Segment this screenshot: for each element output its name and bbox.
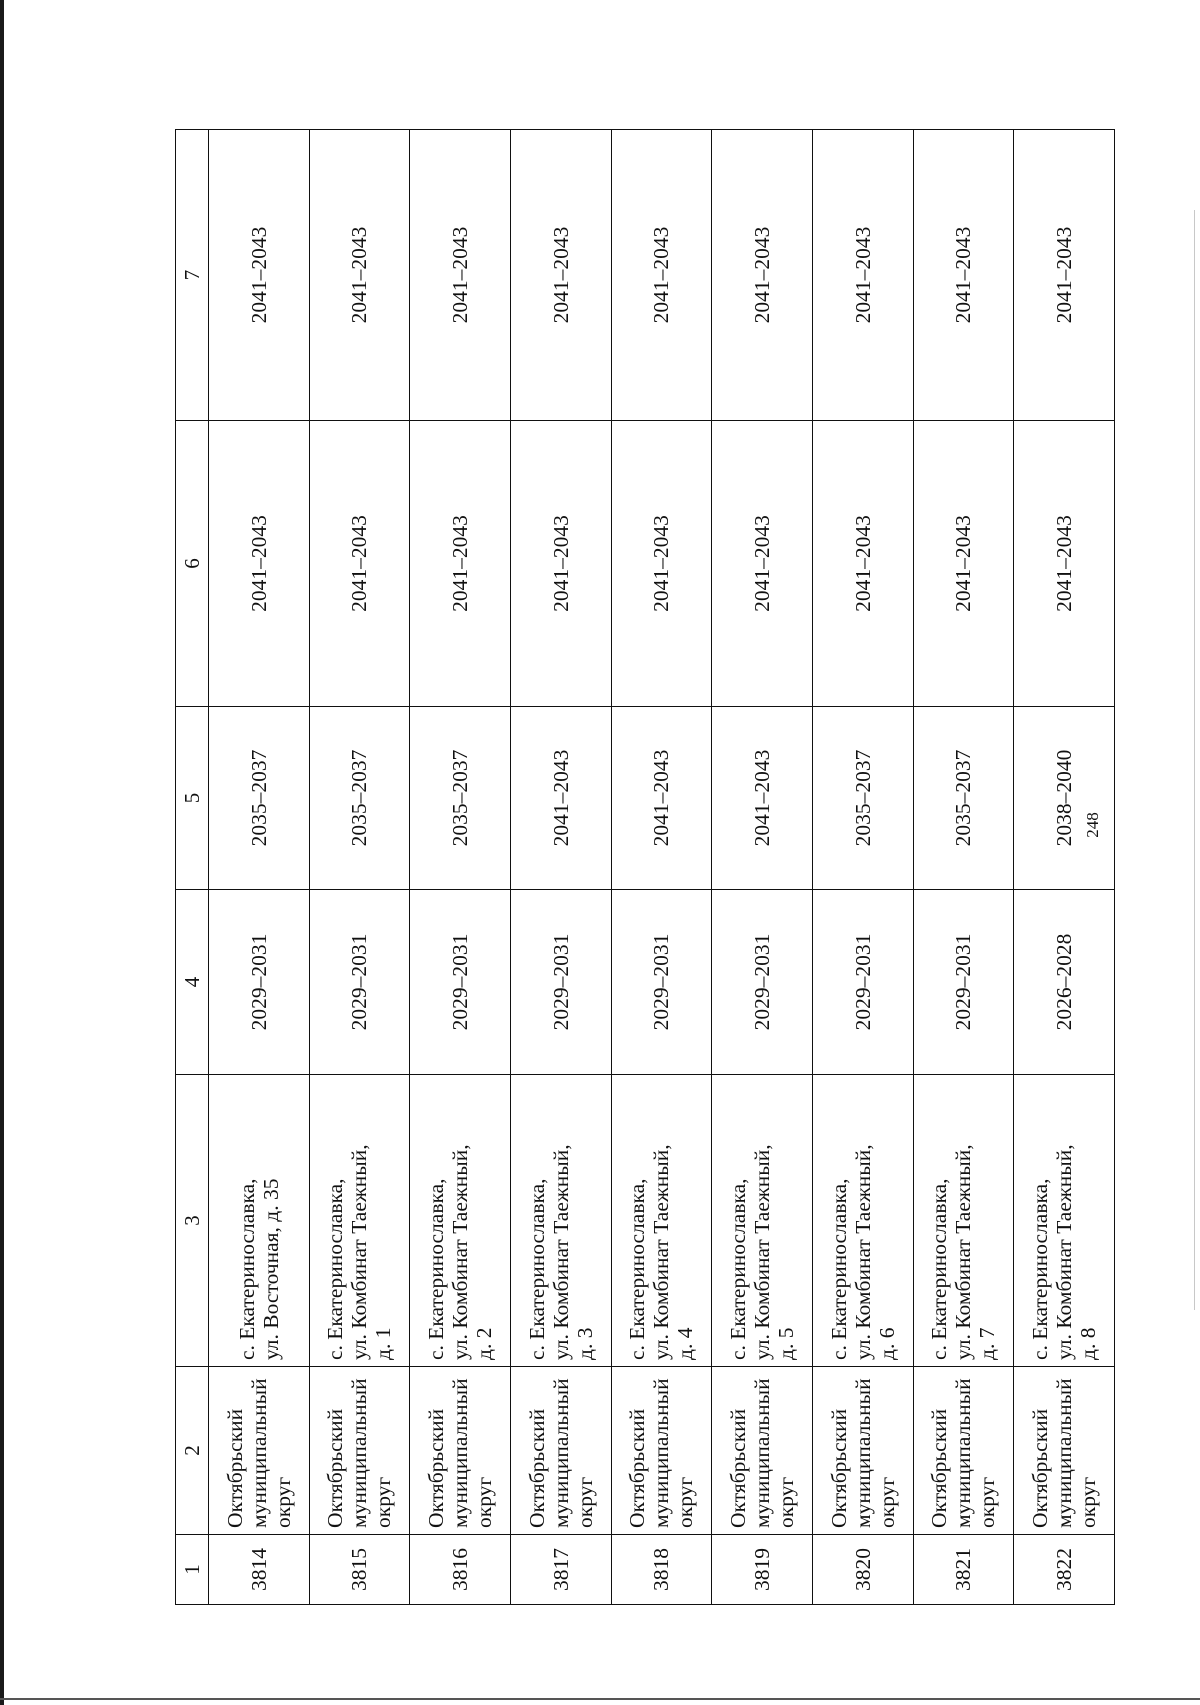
district-cell: [510, 1367, 611, 1535]
rotated-page-content: [175, 130, 1115, 1605]
address-line: с. Екатеринославка,: [927, 1178, 952, 1360]
district-line: муниципальный: [448, 1378, 473, 1528]
district-line: округ: [371, 1476, 396, 1528]
period-cell-c4: 2029–2031: [209, 890, 310, 1075]
address-line: д. 1: [371, 1327, 396, 1360]
address-line: с. Екатеринославка,: [1028, 1178, 1053, 1360]
table-row: [209, 130, 310, 1605]
period-cell-c5: 2038–2040: [1014, 707, 1115, 890]
column-number-row: [176, 130, 209, 1605]
period-cell-c5: 2035–2037: [913, 707, 1014, 890]
address-line: ул. Комбинат Таежный,: [548, 1144, 573, 1360]
column-number-header: 2: [176, 1367, 209, 1535]
district-line: Октябрьский: [726, 1408, 751, 1528]
period-cell-c6: 2041–2043: [913, 421, 1014, 707]
period-cell-c6: 2041–2043: [309, 421, 410, 707]
district-line: муниципальный: [951, 1378, 976, 1528]
district-line: округ: [1076, 1476, 1101, 1528]
table-row: [1014, 130, 1115, 1605]
table-row: [812, 130, 913, 1605]
period-cell-c7: 2041–2043: [309, 130, 410, 421]
address-line: д. 6: [874, 1327, 899, 1360]
schedule-table: [175, 129, 1115, 1605]
period-cell-c7: 2041–2043: [712, 130, 813, 421]
district-line: округ: [774, 1476, 799, 1528]
district-line: муниципальный: [246, 1378, 271, 1528]
district-line: округ: [270, 1476, 295, 1528]
period-cell-c7: 2041–2043: [510, 130, 611, 421]
period-cell-c4: 2029–2031: [913, 890, 1014, 1075]
address-cell: [611, 1075, 712, 1367]
row-number-cell: 3820: [812, 1535, 913, 1605]
address-line: ул. Комбинат Таежный,: [850, 1144, 875, 1360]
district-line: муниципальный: [1052, 1378, 1077, 1528]
district-line: Октябрьский: [927, 1408, 952, 1528]
address-line: ул. Комбинат Таежный,: [750, 1144, 775, 1360]
row-number-cell: 3818: [611, 1535, 712, 1605]
row-number-cell: 3814: [209, 1535, 310, 1605]
row-number-cell: 3821: [913, 1535, 1014, 1605]
period-cell-c6: 2041–2043: [1014, 421, 1115, 707]
row-number-cell: 3815: [309, 1535, 410, 1605]
row-number-cell: 3822: [1014, 1535, 1115, 1605]
address-line: ул. Комбинат Таежный,: [951, 1144, 976, 1360]
address-line: с. Екатеринославка,: [726, 1178, 751, 1360]
address-cell: [812, 1075, 913, 1367]
address-line: ул. Комбинат Таежный,: [649, 1144, 674, 1360]
address-line: ул. Комбинат Таежный,: [448, 1144, 473, 1360]
district-cell: [209, 1367, 310, 1535]
period-cell-c5: 2041–2043: [611, 707, 712, 890]
address-line: с. Екатеринославка,: [826, 1178, 851, 1360]
column-number-header: 1: [176, 1535, 209, 1605]
table-row: [510, 130, 611, 1605]
table-body: [209, 130, 1115, 1605]
period-cell-c7: 2041–2043: [611, 130, 712, 421]
period-cell-c7: 2041–2043: [913, 130, 1014, 421]
period-cell-c7: 2041–2043: [1014, 130, 1115, 421]
period-cell-c4: 2029–2031: [712, 890, 813, 1075]
period-cell-c4: 2029–2031: [611, 890, 712, 1075]
address-line: ул. Комбинат Таежный,: [1052, 1144, 1077, 1360]
district-line: муниципальный: [347, 1378, 372, 1528]
district-cell: [410, 1367, 511, 1535]
table-row: [712, 130, 813, 1605]
table-row: [913, 130, 1014, 1605]
district-line: округ: [572, 1476, 597, 1528]
period-cell-c6: 2041–2043: [812, 421, 913, 707]
page-number: 248: [1083, 812, 1102, 838]
period-cell-c4: 2029–2031: [410, 890, 511, 1075]
period-cell-c6: 2041–2043: [209, 421, 310, 707]
address-cell: [410, 1075, 511, 1367]
address-cell: [712, 1075, 813, 1367]
period-cell-c6: 2041–2043: [611, 421, 712, 707]
period-cell-c7: 2041–2043: [209, 130, 310, 421]
period-cell-c4: 2029–2031: [510, 890, 611, 1075]
period-cell-c6: 2041–2043: [712, 421, 813, 707]
district-line: муниципальный: [548, 1378, 573, 1528]
district-cell: [913, 1367, 1014, 1535]
table-row: [309, 130, 410, 1605]
address-line: д. 8: [1076, 1327, 1101, 1360]
address-line: д. 4: [673, 1327, 698, 1360]
address-line: д. 2: [472, 1327, 497, 1360]
district-line: Октябрьский: [323, 1408, 348, 1528]
period-cell-c6: 2041–2043: [410, 421, 511, 707]
scan-left-edge: [0, 0, 4, 1705]
period-cell-c6: 2041–2043: [510, 421, 611, 707]
scan-bottom-edge: [0, 1698, 1200, 1700]
district-cell: [812, 1367, 913, 1535]
period-cell-c4: 2029–2031: [812, 890, 913, 1075]
period-cell-c4: 2026–2028: [1014, 890, 1115, 1075]
column-number-header: 4: [176, 890, 209, 1075]
district-line: округ: [874, 1476, 899, 1528]
district-line: Октябрьский: [1028, 1408, 1053, 1528]
table-row: [611, 130, 712, 1605]
column-number-header: 6: [176, 421, 209, 707]
district-line: муниципальный: [750, 1378, 775, 1528]
address-cell: [209, 1075, 310, 1367]
period-cell-c5: 2035–2037: [410, 707, 511, 890]
district-line: округ: [472, 1476, 497, 1528]
address-cell: [1014, 1075, 1115, 1367]
address-line: д. 7: [975, 1327, 1000, 1360]
period-cell-c5: 2035–2037: [209, 707, 310, 890]
row-number-cell: 3819: [712, 1535, 813, 1605]
period-cell-c7: 2041–2043: [410, 130, 511, 421]
district-cell: [1014, 1367, 1115, 1535]
district-cell: [712, 1367, 813, 1535]
period-cell-c4: 2029–2031: [309, 890, 410, 1075]
district-line: Октябрьский: [424, 1408, 449, 1528]
period-cell-c7: 2041–2043: [812, 130, 913, 421]
address-line: с. Екатеринославка,: [524, 1178, 549, 1360]
address-line: с. Екатеринославка,: [234, 1178, 259, 1360]
district-line: Октябрьский: [826, 1408, 851, 1528]
district-line: Октябрьский: [524, 1408, 549, 1528]
district-line: Октябрьский: [222, 1408, 247, 1528]
district-line: округ: [975, 1476, 1000, 1528]
address-line: с. Екатеринославка,: [625, 1178, 650, 1360]
scan-right-mark: [1194, 210, 1195, 1310]
address-line: д. 3: [572, 1327, 597, 1360]
district-line: муниципальный: [850, 1378, 875, 1528]
column-number-header: 3: [176, 1075, 209, 1367]
period-cell-c5: 2035–2037: [812, 707, 913, 890]
district-line: Октябрьский: [625, 1408, 650, 1528]
address-cell: [510, 1075, 611, 1367]
district-line: муниципальный: [649, 1378, 674, 1528]
period-cell-c5: 2041–2043: [510, 707, 611, 890]
address-line: с. Екатеринославка,: [424, 1178, 449, 1360]
row-number-cell: 3816: [410, 1535, 511, 1605]
address-line: с. Екатеринославка,: [323, 1178, 348, 1360]
period-cell-c5: 2041–2043: [712, 707, 813, 890]
address-line: ул. Комбинат Таежный,: [347, 1144, 372, 1360]
address-cell: [913, 1075, 1014, 1367]
column-number-header: 5: [176, 707, 209, 890]
row-number-cell: 3817: [510, 1535, 611, 1605]
table-row: [410, 130, 511, 1605]
period-cell-c5: 2035–2037: [309, 707, 410, 890]
address-line: ул. Восточная, д. 35: [258, 1178, 283, 1360]
column-number-header: 7: [176, 130, 209, 421]
district-cell: [309, 1367, 410, 1535]
address-line: д. 5: [774, 1327, 799, 1360]
district-cell: [611, 1367, 712, 1535]
district-line: округ: [673, 1476, 698, 1528]
address-cell: [309, 1075, 410, 1367]
